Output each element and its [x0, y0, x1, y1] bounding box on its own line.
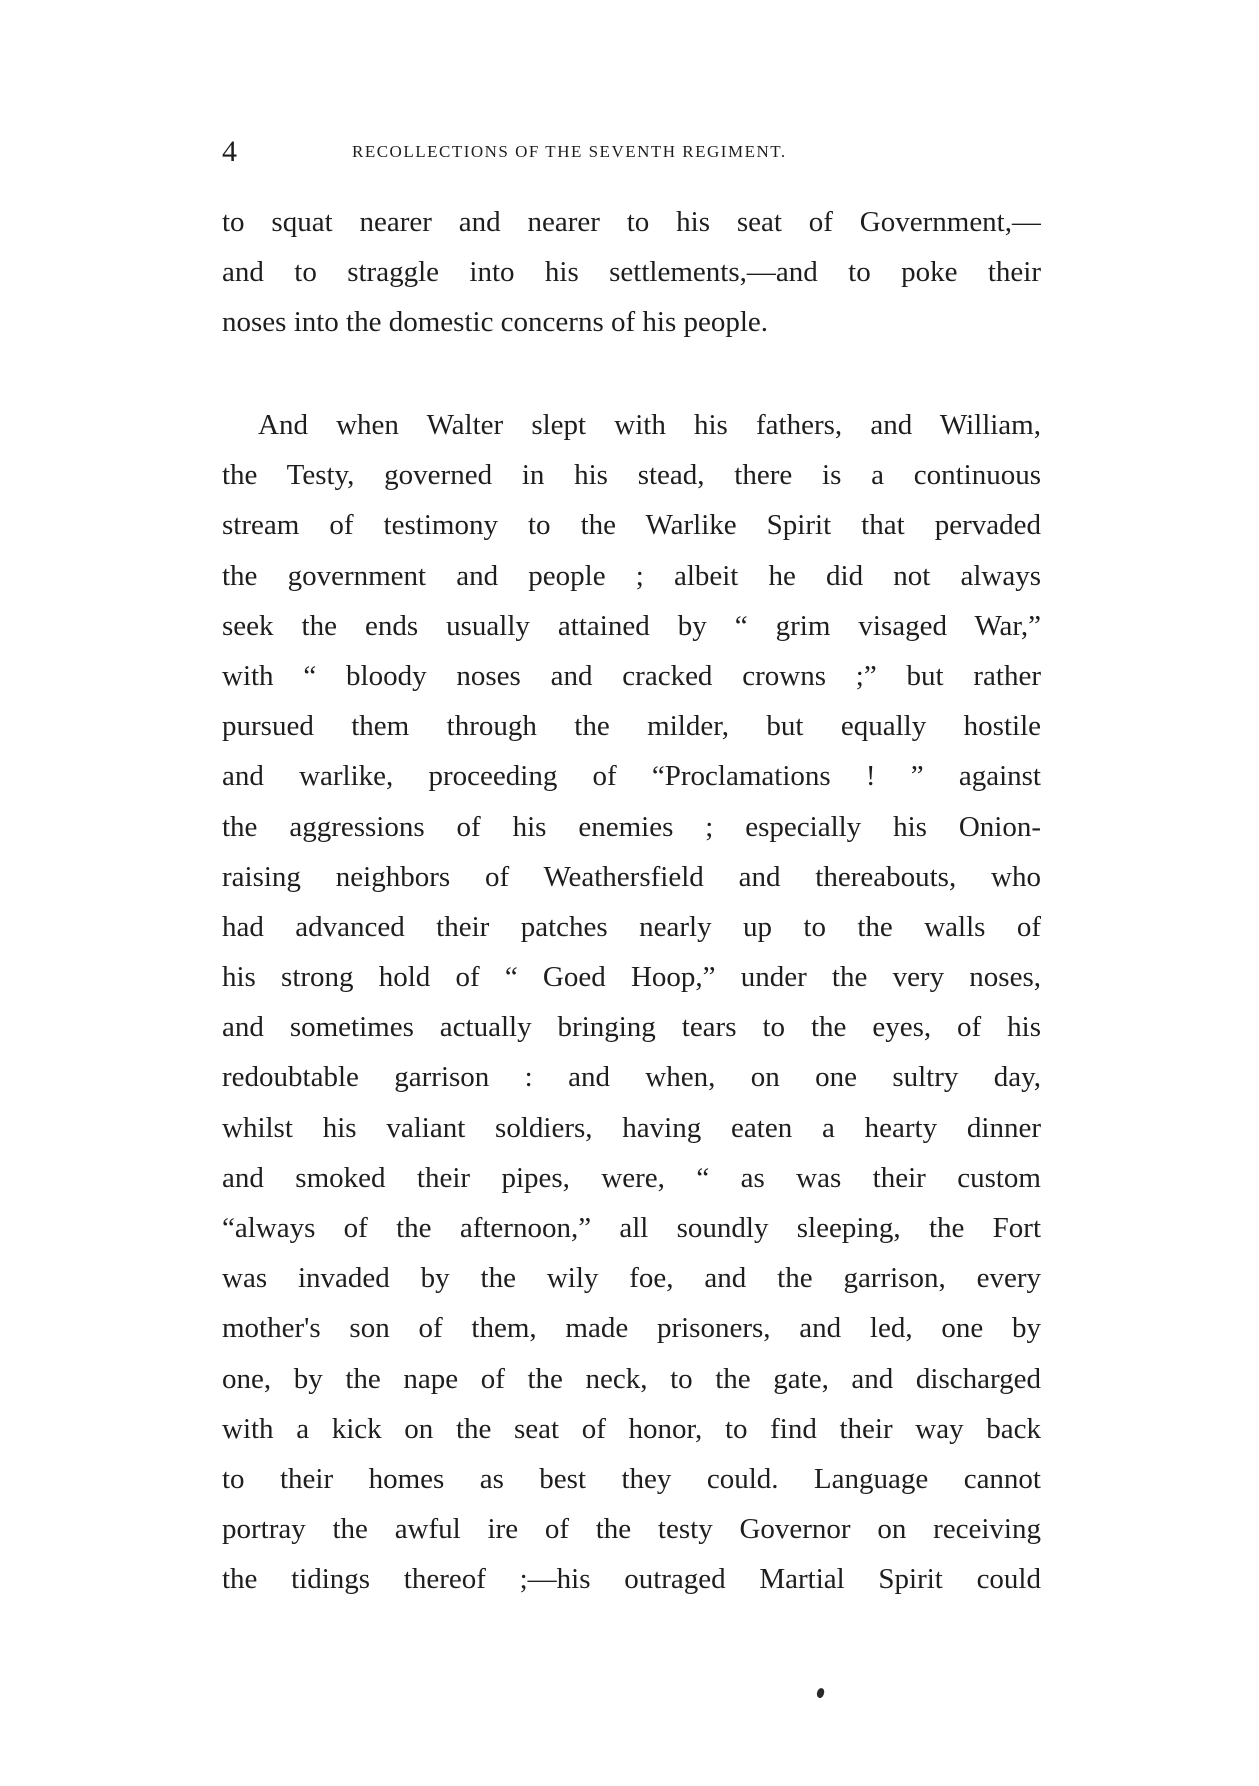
running-title: RECOLLECTIONS OF THE SEVENTH REGIMENT. — [352, 142, 787, 161]
text-line: whilst his valiant soldiers, having eaten a hearty dinner — [222, 1111, 1041, 1144]
text-line: mother's son of them, made prisoners, and led, one by — [222, 1312, 1041, 1345]
text-line: redoubtable garrison : and when, on one sultry day, — [222, 1061, 1041, 1094]
text-line: pursued them through the milder, but equally hostile — [222, 710, 1041, 743]
text-line: stream of testimony to the Warlike Spirit that pervaded — [222, 509, 1041, 542]
text-line: the tidings thereof ;—his outraged Martial Spirit could — [222, 1563, 1041, 1596]
ink-speck — [816, 1687, 826, 1699]
text-line: his strong hold of “ Goed Hoop,” under the very noses, — [222, 961, 1041, 994]
text-line: had advanced their patches nearly up to the walls of — [222, 910, 1041, 943]
text-line: the Testy, governed in his stead, there is a continuous — [222, 459, 1041, 492]
text-line: with a kick on the seat of honor, to find their way back — [222, 1412, 1041, 1445]
text-line: was invaded by the wily foe, and the garrison, every — [222, 1262, 1041, 1295]
text-line: to squat nearer and nearer to his seat of Government,— — [222, 206, 1041, 238]
text-line: to their homes as best they could. Language cannot — [222, 1462, 1041, 1495]
text-line: And when Walter slept with his fathers, and William, — [258, 409, 1041, 441]
running-head — [222, 132, 1042, 172]
text-line: and to straggle into his settlements,—and to poke their — [222, 256, 1041, 289]
text-line: one, by the nape of the neck, to the gate, and discharged — [222, 1362, 1041, 1395]
text-line: “always of the afternoon,” all soundly sleeping, the Fort — [222, 1212, 1041, 1244]
text-line: portray the awful ire of the testy Governor on receiving — [222, 1513, 1041, 1546]
page-number: 4 — [222, 135, 237, 168]
paragraph-1 — [222, 197, 1041, 348]
text-line: with “ bloody noses and cracked crowns ;” but rather — [222, 659, 1041, 692]
text-line: the aggressions of his enemies ; especially his Onion- — [222, 810, 1041, 843]
text-line: and sometimes actually bringing tears to the eyes, of his — [222, 1011, 1041, 1044]
text-line: and smoked their pipes, were, “ as was their custom — [222, 1161, 1041, 1194]
text-line: and warlike, proceeding of “Proclamations ! ” against — [222, 760, 1041, 793]
text-line: the government and people ; albeit he did not always — [222, 559, 1041, 592]
text-line: raising neighbors of Weathersfield and thereabouts, who — [222, 860, 1041, 893]
paragraph-2 — [222, 400, 1041, 1605]
text-line: noses into the domestic concerns of his people. — [222, 306, 769, 339]
text-line: seek the ends usually attained by “ grim visaged War,” — [222, 609, 1041, 642]
